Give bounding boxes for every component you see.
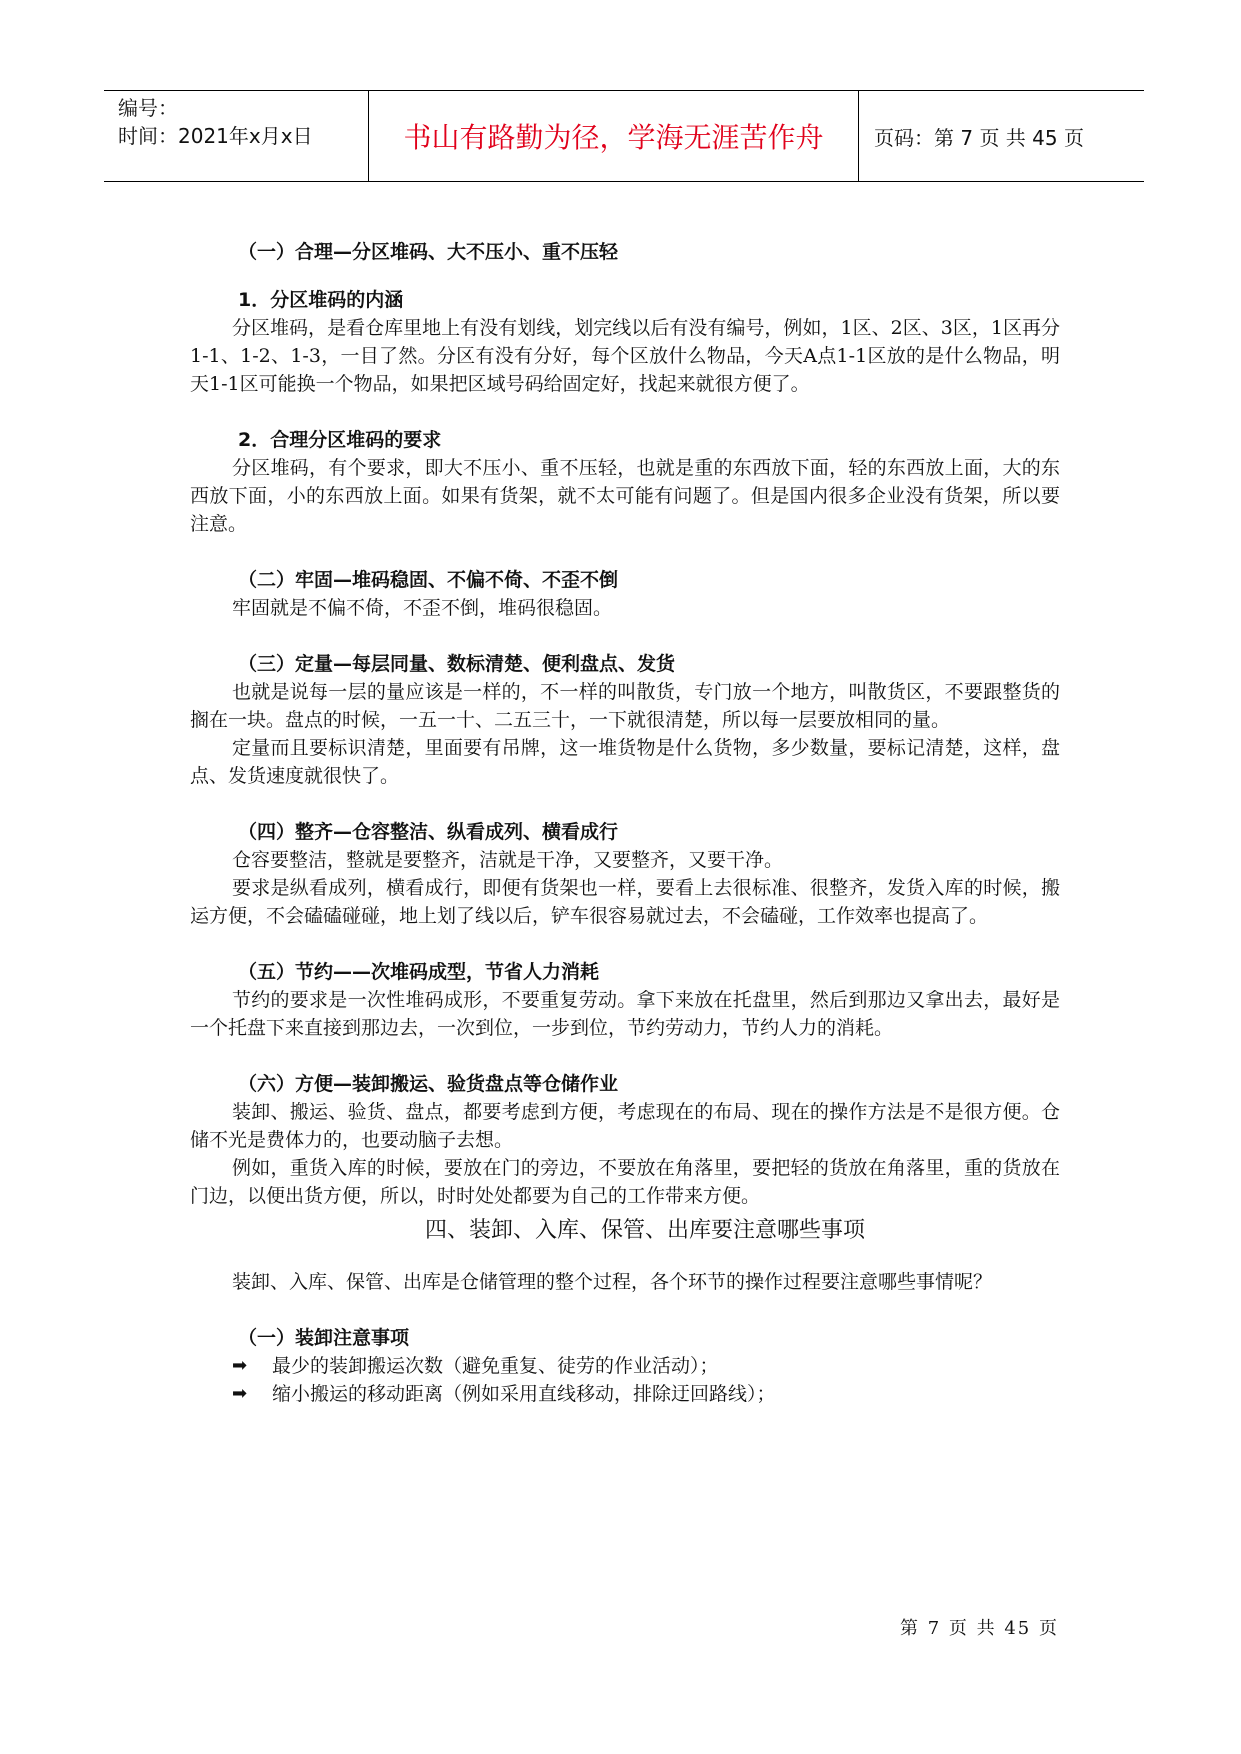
header-motto: 书山有路勤为径，学海无涯苦作舟 [403,121,824,154]
paragraph: 仓容要整洁，整就是要整齐，洁就是干净，又要整齐，又要干净。 [232,849,784,871]
arrow-bullet-icon: ➡ [232,1355,248,1376]
subsection-heading: 1．分区堆码的内涵 [238,289,404,311]
arrow-bullet-icon: ➡ [232,1383,248,1404]
paragraph: 装卸、入库、保管、出库是仓储管理的整个过程，各个环节的操作过程要注意哪些事情呢？ [232,1271,993,1293]
paragraph: 牢固就是不偏不倚，不歪不倒，堆码很稳固。 [232,597,613,619]
paragraph: 分区堆码，是看仓库里地上有没有划线，划完线以后有没有编号，例如，1区、2区、3区，1区再分1-1、1-2、1-3，一目了然。分区有没有分好，每个区放什么物品，今天A点1-1区放的是什么物品，明天1-1区可能换一个物品，如果把区域号码给固定好，找起来就很方便了。 [190,317,1060,395]
paragraph: 装卸、搬运、验货、盘点，都要考虑到方便，考虑现在的布局、现在的操作方法是不是很方便。仓储不光是费体力的，也要动脑子去想。 [190,1101,1060,1151]
section-heading: （三）定量—每层同量、数标清楚、便利盘点、发货 [238,653,676,675]
section-heading: （四）整齐—仓容整洁、纵看成列、横看成行 [238,821,619,843]
header-meta [118,94,313,150]
paragraph: 分区堆码，有个要求，即大不压小、重不压轻，也就是重的东西放下面，轻的东西放上面，大的东西放下面，小的东西放上面。如果有货架，就不太可能有问题了。但是国内很多企业没有货架，所以要注意。 [190,457,1060,535]
header-divider [858,90,859,182]
header-number: 编号： [118,96,178,120]
list-item [190,1380,1060,1408]
paragraph: 节约的要求是一次性堆码成形，不要重复劳动。拿下来放在托盘里，然后到那边又拿出去，最好是一个托盘下来直接到那边去，一次到位，一步到位，节约劳动力，节约人力的消耗。 [190,989,1060,1039]
paragraph: 要求是纵看成列，横看成行，即便有货架也一样，要看上去很标准、很整齐，发货入库的时候，搬运方便，不会磕磕碰碰，地上划了线以后，铲车很容易就过去，不会磕碰，工作效率也提高了。 [190,877,1060,927]
header-time: 时间：2021年x月x日 [118,124,313,148]
section-heading: （二）牢固—堆码稳固、不偏不倚、不歪不倒 [238,569,619,591]
chapter-heading: 四、装卸、入库、保管、出库要注意哪些事项 [424,1218,865,1243]
section-heading: （五）节约——次堆码成型，节省人力消耗 [238,961,600,983]
subsection-heading: 2．合理分区堆码的要求 [238,429,442,451]
document-body [190,238,1060,1408]
paragraph: 也就是说每一层的量应该是一样的，不一样的叫散货，专门放一个地方，叫散货区，不要跟整货的搁在一块。盘点的时候，一五一十、二五三十，一下就很清楚，所以每一层要放相同的量。 [190,681,1060,731]
header-page-number: 页码：第 7 页 共 45 页 [874,125,1084,150]
paragraph: 例如，重货入库的时候，要放在门的旁边，不要放在角落里，要把轻的货放在角落里，重的货放在门边，以便出货方便，所以，时时处处都要为自己的工作带来方便。 [190,1157,1060,1207]
page-header [104,90,1144,182]
paragraph: 定量而且要标识清楚，里面要有吊牌，这一堆货物是什么货物，多少数量，要标记清楚，这样，盘点、发货速度就很快了。 [190,737,1060,787]
section-heading: （一）装卸注意事项 [238,1327,410,1349]
list-item-text: 最少的装卸搬运次数（避免重复、徒劳的作业活动）； [272,1355,719,1377]
list-item [190,1352,1060,1380]
page-footer: 第 7 页 共 45 页 [900,1618,1059,1639]
section-heading: （六）方便—装卸搬运、验货盘点等仓储作业 [238,1073,619,1095]
list-item-text: 缩小搬运的移动距离（例如采用直线移动，排除迂回路线）； [272,1383,776,1405]
section-heading: （一）合理—分区堆码、大不压小、重不压轻 [238,241,619,263]
